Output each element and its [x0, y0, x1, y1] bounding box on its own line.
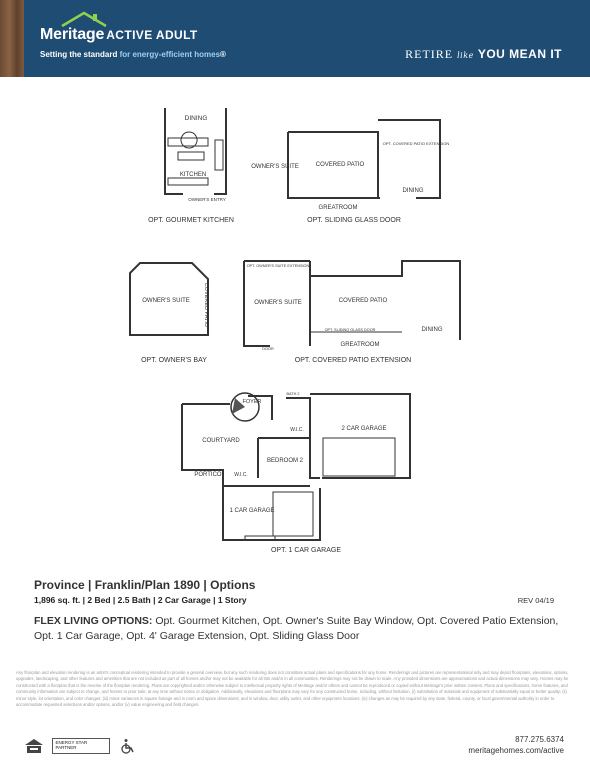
ext-door-label: DOOR	[262, 347, 274, 351]
bay-patio-label: COVERED PATIO	[203, 282, 209, 328]
garage-one-car-label: 1 CAR GARAGE	[229, 508, 275, 514]
plan-title: Province | Franklin/Plan 1890 | Options	[34, 578, 256, 592]
bay-suite-label: OWNER'S SUITE	[142, 298, 190, 304]
garage-bedroom-label: BEDROOM 2	[266, 458, 304, 464]
equal-housing-icon	[24, 738, 44, 754]
footer-icons	[24, 737, 135, 755]
gourmet-caption: OPT. GOURMET KITCHEN	[148, 217, 234, 224]
plan-1-car-garage	[182, 394, 410, 540]
ext-greatroom-label: GREATROOM	[340, 342, 380, 348]
floorplan-options	[0, 77, 590, 567]
ext-suite-label: OWNER'S SUITE	[254, 300, 302, 306]
ext-top-label: OPT. OWNER'S SUITE EXTENSION	[246, 264, 310, 268]
garage-wic1-label: W.I.C.	[290, 427, 304, 433]
garage-bath-label: BATH 2	[286, 392, 300, 396]
flex-options: FLEX LIVING OPTIONS: Opt. Gourmet Kitchen, Opt. Owner's Suite Bay Window, Opt. Covered Patio Extension, Opt. 1 Car Garage, Opt. 4' Garage Extension, Opt. Sliding Glass Door	[34, 615, 559, 642]
bay-caption: OPT. OWNER'S BAY	[141, 357, 207, 364]
gourmet-dining-label: DINING	[184, 115, 208, 122]
sgd-patio-label: COVERED PATIO	[315, 162, 365, 168]
gourmet-kitchen-label: KITCHEN	[179, 172, 207, 178]
garage-portico-label: PORTICO	[194, 472, 222, 478]
contact-info	[468, 734, 564, 756]
garage-wic2-label: W.I.C.	[234, 472, 248, 478]
ext-patio-label: COVERED PATIO	[338, 298, 388, 304]
sgd-dining-label: DINING	[402, 188, 424, 194]
sgd-caption: OPT. SLIDING GLASS DOOR	[307, 217, 401, 224]
ext-caption: OPT. COVERED PATIO EXTENSION	[294, 357, 412, 364]
plan-specs: 1,896 sq. ft. | 2 Bed | 2.5 Bath | 2 Car Garage | 1 Story	[34, 595, 247, 605]
gourmet-entry-label: OWNER'S ENTRY	[188, 197, 226, 202]
garage-caption: OPT. 1 CAR GARAGE	[270, 547, 342, 554]
brand-logo: Meritage ACTIVE ADULT	[40, 26, 198, 43]
disclaimer: Any floorplan and elevation rendering is an artist's conceptual rendering intended to provide a general overview, but any such rendering does not constitute actual plans and specifications for any home. Renderings and pictures are representational only and may depict floorplans, elevations, options, upgrades, landscaping, and other features and amenities that are not included as part of all homes and/or may not be available for all lots and/or in all communities. Renderings may not be drawn to scale. Any provided dimensions are approximations and actual dimensions may vary. Homes may be constructed with a floorplan that is the reverse of the floorplan rendering. Plans are copyrighted and/or otherwise subject to intellectual property rights of Meritage and/or others and cannot be reproduced or copied without Meritage's prior written consent. Plans and specifications, home features, and community information are subject to change, and homes to prior sale, at any time without notice or obligation. Additionally, elevations and floorplans may vary for any constructed home, including, without limitation, (i) substitution of materials and equipment of substantially equal or better quality; (ii) minor style, lot orientation, and color changes; (iii) minor variances in square footage and in room and space dimensions; and in window, door, utility outlet, and other equipment locations; (iv) changes as may be required by any state, federal, county, or local governmental authority in order to accommodate requested selections and/or options, and/or (v) value engineering and field changes.	[16, 670, 569, 708]
sgd-ext-label: OPT. COVERED PATIO EXTENSION	[382, 141, 450, 146]
plan-sliding-glass-door	[288, 120, 440, 198]
tagline: Setting the standard for energy-efficient homes®	[40, 50, 226, 59]
sgd-greatroom-label: GREATROOM	[318, 205, 358, 211]
ext-sgd-label: OPT. SLIDING GLASS DOOR	[324, 328, 376, 332]
contact-website[interactable]: meritagehomes.com/active	[468, 746, 564, 755]
header-banner	[0, 0, 590, 77]
sgd-suite-label: OWNER'S SUITE	[251, 164, 299, 170]
ext-dining-label: DINING	[421, 327, 443, 333]
contact-phone[interactable]: 877.275.6374	[515, 735, 564, 744]
garage-two-car-label: 2 CAR GARAGE	[341, 426, 387, 432]
wheelchair-icon	[119, 738, 135, 754]
revision-label: REV 04/19	[517, 596, 554, 605]
garage-foyer-label: FOYER	[242, 399, 262, 405]
garage-courtyard-label: COURTYARD	[202, 438, 240, 444]
retire-slogan: RETIRE like YOU MEAN IT	[405, 47, 562, 61]
energy-star-icon: ENERGY STAR PARTNER	[52, 738, 110, 754]
wood-strip	[0, 0, 24, 77]
